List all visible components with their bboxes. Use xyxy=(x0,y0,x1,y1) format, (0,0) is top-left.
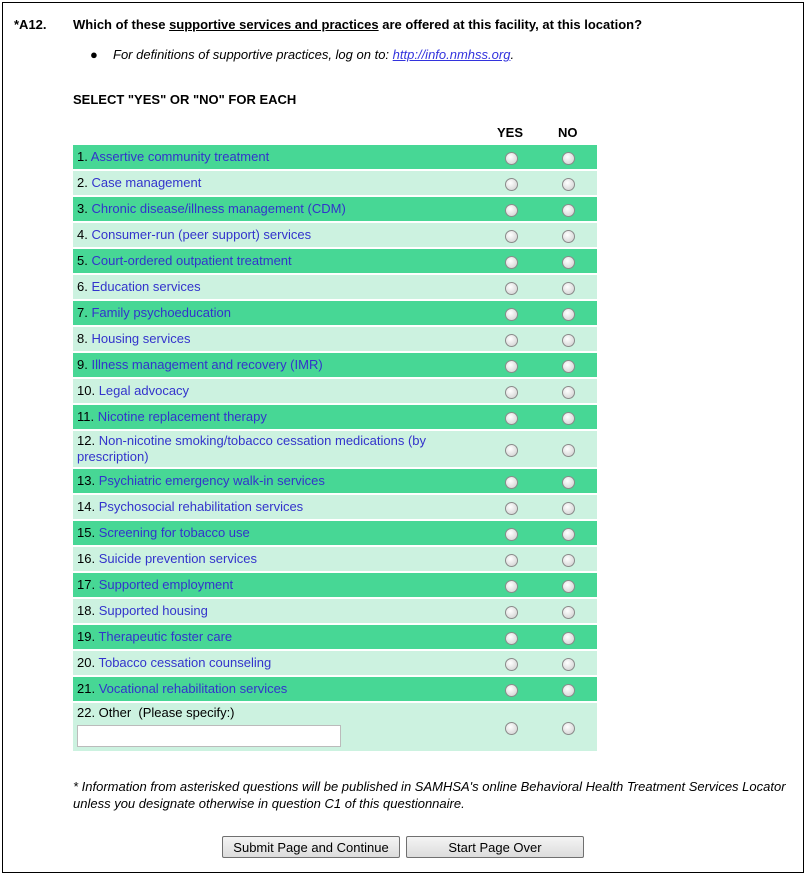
question-number: *A12. xyxy=(14,17,47,32)
no-cell xyxy=(540,275,597,299)
no-cell xyxy=(540,521,597,545)
service-number: 9. xyxy=(77,357,88,372)
bullet-icon: ● xyxy=(90,47,98,62)
no-radio[interactable] xyxy=(562,528,575,541)
no-radio[interactable] xyxy=(562,476,575,489)
service-label xyxy=(73,353,483,377)
service-number: 6. xyxy=(77,279,88,294)
service-number: 17. xyxy=(77,577,96,592)
no-radio[interactable] xyxy=(562,502,575,515)
other-row xyxy=(73,703,597,751)
yes-radio[interactable] xyxy=(505,230,518,243)
yes-radio[interactable] xyxy=(505,580,518,593)
question-text-end: are offered at this facility, at this location? xyxy=(378,17,643,32)
yes-cell xyxy=(483,521,540,545)
service-number: 4. xyxy=(77,227,88,242)
yes-radio[interactable] xyxy=(505,282,518,295)
no-cell xyxy=(540,171,597,195)
yes-radio[interactable] xyxy=(505,412,518,425)
service-number: 19. xyxy=(77,629,96,644)
service-number: 1. xyxy=(77,149,88,164)
other-specify-input[interactable] xyxy=(77,725,341,747)
yes-cell xyxy=(483,431,540,467)
no-cell xyxy=(540,249,597,273)
yes-radio[interactable] xyxy=(505,256,518,269)
submit-button[interactable]: Submit Page and Continue xyxy=(222,836,400,858)
other-label: 22. Other (Please specify:) xyxy=(77,705,235,720)
instruction: SELECT "YES" OR "NO" FOR EACH xyxy=(73,92,297,107)
service-name: Housing services xyxy=(91,331,191,346)
service-label xyxy=(73,495,483,519)
yes-radio[interactable] xyxy=(505,444,518,457)
yes-cell xyxy=(483,547,540,571)
service-row xyxy=(73,275,597,299)
service-name: Case management xyxy=(91,175,202,190)
service-label xyxy=(73,301,483,325)
question-text xyxy=(73,17,642,32)
service-name: Family psychoeducation xyxy=(91,305,231,320)
service-name: Psychosocial rehabilitation services xyxy=(98,499,304,514)
no-cell xyxy=(540,651,597,675)
service-name: Vocational rehabilitation services xyxy=(98,681,288,696)
service-name: Therapeutic foster care xyxy=(98,629,233,644)
service-row xyxy=(73,431,597,467)
service-label xyxy=(73,431,483,467)
service-name: Court-ordered outpatient treatment xyxy=(91,253,292,268)
yes-cell xyxy=(483,677,540,701)
yes-cell xyxy=(483,327,540,351)
question-text-start: Which of these xyxy=(73,17,170,32)
service-label xyxy=(73,379,483,403)
service-row xyxy=(73,625,597,649)
service-number: 20. xyxy=(77,655,96,670)
no-cell xyxy=(540,573,597,597)
no-column-header: NO xyxy=(558,125,578,140)
yes-cell xyxy=(483,223,540,247)
no-radio[interactable] xyxy=(562,632,575,645)
yes-cell xyxy=(483,275,540,299)
yes-cell xyxy=(483,625,540,649)
service-number: 18. xyxy=(77,603,96,618)
service-number: 14. xyxy=(77,499,96,514)
no-cell xyxy=(540,469,597,493)
service-number: 16. xyxy=(77,551,96,566)
service-name: Supported housing xyxy=(98,603,208,618)
yes-cell xyxy=(483,405,540,429)
service-label xyxy=(73,625,483,649)
yes-radio[interactable] xyxy=(505,528,518,541)
service-number: 13. xyxy=(77,473,96,488)
service-number: 3. xyxy=(77,201,88,216)
service-name: Supported employment xyxy=(98,577,234,592)
no-radio[interactable] xyxy=(562,684,575,697)
service-name: Screening for tobacco use xyxy=(98,525,250,540)
service-label xyxy=(73,521,483,545)
yes-radio[interactable] xyxy=(505,308,518,321)
service-row xyxy=(73,353,597,377)
other-no-radio[interactable] xyxy=(562,722,575,735)
service-label xyxy=(73,573,483,597)
no-radio[interactable] xyxy=(562,360,575,373)
service-row xyxy=(73,521,597,545)
no-cell xyxy=(540,379,597,403)
no-cell xyxy=(540,145,597,169)
yes-radio[interactable] xyxy=(505,502,518,515)
service-number: 7. xyxy=(77,305,88,320)
service-row xyxy=(73,145,597,169)
no-cell xyxy=(540,495,597,519)
service-number: 15. xyxy=(77,525,96,540)
no-radio[interactable] xyxy=(562,178,575,191)
service-label xyxy=(73,547,483,571)
yes-cell xyxy=(483,599,540,623)
service-label xyxy=(73,145,483,169)
yes-radio[interactable] xyxy=(505,554,518,567)
service-number: 2. xyxy=(77,175,88,190)
no-radio[interactable] xyxy=(562,256,575,269)
service-row xyxy=(73,249,597,273)
yes-cell xyxy=(483,703,540,751)
no-radio[interactable] xyxy=(562,204,575,217)
yes-radio[interactable] xyxy=(505,152,518,165)
service-label xyxy=(73,405,483,429)
service-name: Education services xyxy=(91,279,201,294)
yes-cell xyxy=(483,301,540,325)
yes-cell xyxy=(483,573,540,597)
service-label xyxy=(73,275,483,299)
no-cell xyxy=(540,625,597,649)
other-label-cell xyxy=(73,703,483,751)
service-row xyxy=(73,327,597,351)
no-radio[interactable] xyxy=(562,444,575,457)
no-radio[interactable] xyxy=(562,658,575,671)
question-text-emphasis: supportive services and practices xyxy=(169,17,379,32)
service-row xyxy=(73,301,597,325)
service-row xyxy=(73,379,597,403)
yes-radio[interactable] xyxy=(505,632,518,645)
service-number: 12. xyxy=(77,433,96,448)
no-cell xyxy=(540,301,597,325)
services-table xyxy=(73,143,597,753)
yes-cell xyxy=(483,197,540,221)
service-label xyxy=(73,197,483,221)
service-name: Illness management and recovery (IMR) xyxy=(91,357,323,372)
service-label xyxy=(73,223,483,247)
yes-radio[interactable] xyxy=(505,684,518,697)
no-radio[interactable] xyxy=(562,580,575,593)
yes-cell xyxy=(483,353,540,377)
no-cell xyxy=(540,677,597,701)
no-radio[interactable] xyxy=(562,412,575,425)
service-number: 21. xyxy=(77,681,96,696)
other-yes-radio[interactable] xyxy=(505,722,518,735)
service-row xyxy=(73,573,597,597)
service-row xyxy=(73,651,597,675)
service-number: 8. xyxy=(77,331,88,346)
definitions-note xyxy=(90,47,514,62)
yes-cell xyxy=(483,469,540,493)
service-label xyxy=(73,469,483,493)
yes-radio[interactable] xyxy=(505,360,518,373)
footnote: * Information from asterisked questions will be published in SAMHSA's online Behavioral Health Treatment Services Locator unless you designate otherwise in question C1 of this questionnaire. xyxy=(73,779,786,811)
no-radio[interactable] xyxy=(562,386,575,399)
definitions-link[interactable]: http://info.nmhss.org xyxy=(392,47,511,62)
service-row xyxy=(73,599,597,623)
service-row xyxy=(73,197,597,221)
yes-radio[interactable] xyxy=(505,658,518,671)
yes-radio[interactable] xyxy=(505,178,518,191)
service-label xyxy=(73,677,483,701)
service-row xyxy=(73,677,597,701)
service-name: Psychiatric emergency walk-in services xyxy=(98,473,325,488)
no-radio[interactable] xyxy=(562,554,575,567)
service-name: Legal advocacy xyxy=(98,383,190,398)
service-name: Non-nicotine smoking/tobacco cessation medications (by prescription) xyxy=(77,433,427,464)
service-name: Tobacco cessation counseling xyxy=(98,655,272,670)
yes-cell xyxy=(483,379,540,403)
service-number: 5. xyxy=(77,253,88,268)
no-radio[interactable] xyxy=(562,308,575,321)
no-cell xyxy=(540,431,597,467)
service-name: Consumer-run (peer support) services xyxy=(91,227,312,242)
no-cell xyxy=(540,703,597,751)
yes-cell xyxy=(483,495,540,519)
no-cell xyxy=(540,327,597,351)
service-row xyxy=(73,171,597,195)
service-name: Chronic disease/illness management (CDM) xyxy=(91,201,346,216)
no-cell xyxy=(540,599,597,623)
service-row xyxy=(73,547,597,571)
no-radio[interactable] xyxy=(562,334,575,347)
no-radio[interactable] xyxy=(562,152,575,165)
no-cell xyxy=(540,197,597,221)
yes-cell xyxy=(483,171,540,195)
service-name: Assertive community treatment xyxy=(90,149,270,164)
service-row xyxy=(73,469,597,493)
yes-radio[interactable] xyxy=(505,334,518,347)
service-name: Nicotine replacement therapy xyxy=(97,409,267,424)
service-label xyxy=(73,249,483,273)
yes-column-header: YES xyxy=(497,125,524,140)
yes-radio[interactable] xyxy=(505,386,518,399)
service-label xyxy=(73,651,483,675)
no-cell xyxy=(540,547,597,571)
note-suffix: . xyxy=(510,47,515,62)
no-cell xyxy=(540,223,597,247)
service-row xyxy=(73,223,597,247)
service-row xyxy=(73,405,597,429)
note-text: For definitions of supportive practices, log on to: xyxy=(113,47,393,62)
start-over-button[interactable]: Start Page Over xyxy=(406,836,584,858)
yes-radio[interactable] xyxy=(505,204,518,217)
service-label xyxy=(73,599,483,623)
no-cell xyxy=(540,405,597,429)
yes-radio[interactable] xyxy=(505,606,518,619)
yes-cell xyxy=(483,145,540,169)
no-cell xyxy=(540,353,597,377)
service-label xyxy=(73,171,483,195)
yes-cell xyxy=(483,651,540,675)
yes-radio[interactable] xyxy=(505,476,518,489)
service-name: Suicide prevention services xyxy=(98,551,257,566)
service-number: 10. xyxy=(77,383,96,398)
service-label xyxy=(73,327,483,351)
yes-cell xyxy=(483,249,540,273)
no-radio[interactable] xyxy=(562,606,575,619)
service-number: 11. xyxy=(77,409,95,424)
no-radio[interactable] xyxy=(562,282,575,295)
no-radio[interactable] xyxy=(562,230,575,243)
service-row xyxy=(73,495,597,519)
